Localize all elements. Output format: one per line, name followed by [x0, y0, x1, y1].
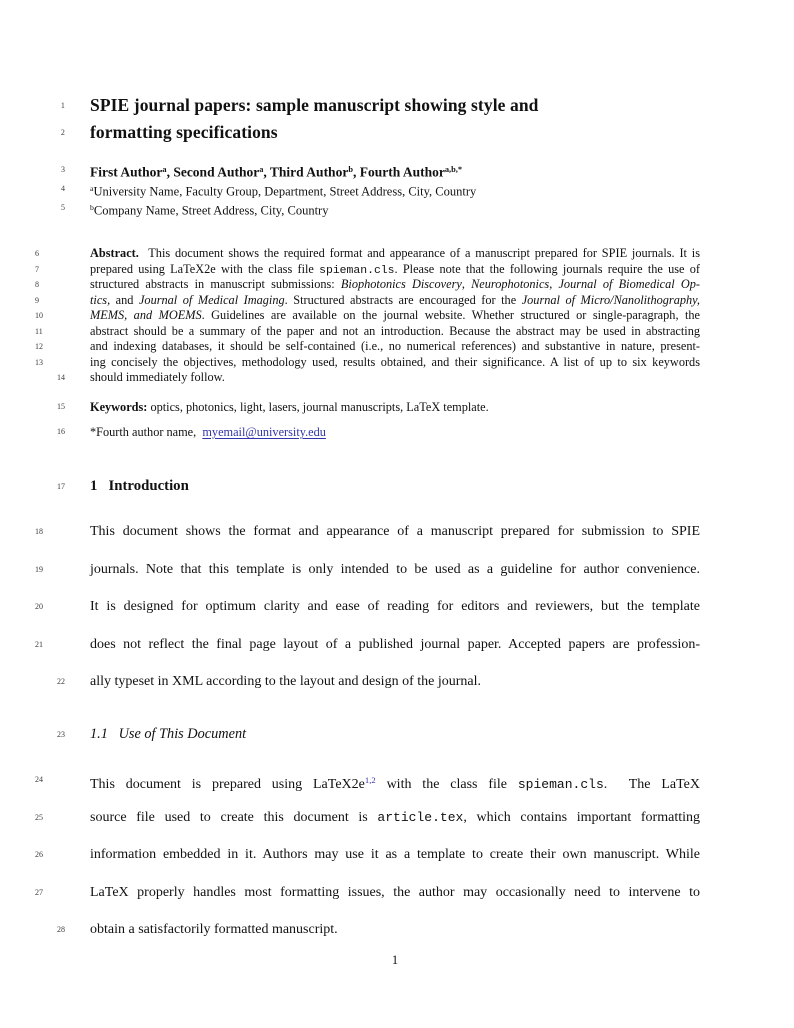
- text-segment: article.tex: [377, 809, 464, 825]
- text-segment: spieman.cls: [517, 776, 604, 792]
- text-segment: a: [162, 165, 167, 174]
- line-number: 2: [60, 128, 65, 137]
- manuscript-body: [35, 0, 701, 1028]
- text-segment: This document shows the format and appearance of a manuscript prepared for submission to SPIE: [90, 524, 700, 539]
- text-segment: . The LaTeX: [603, 776, 700, 792]
- text-segment: 1 Introduction: [90, 478, 189, 494]
- line-number: 20: [35, 602, 43, 611]
- body-line: [35, 808, 700, 828]
- line-number: 10: [35, 311, 43, 320]
- text-segment: Keywords:: [90, 400, 148, 414]
- line-number: 18: [35, 527, 43, 536]
- line-number: 7: [35, 264, 39, 274]
- text-segment: Biophotonics Discovery: [340, 277, 462, 291]
- keywords-line: [57, 399, 700, 415]
- affiliation-line: [61, 180, 700, 200]
- text-segment: . Structured abstracts are encouraged for the: [284, 292, 522, 307]
- affiliation-line: [61, 199, 700, 219]
- text-segment: First Author: [90, 164, 163, 180]
- text-segment: with the class file: [375, 776, 518, 792]
- body-line: [35, 845, 700, 865]
- line-number: 3: [61, 165, 65, 174]
- line-number: 8: [35, 280, 39, 289]
- text-segment: Abstract.: [90, 246, 139, 260]
- line-number: 28: [57, 925, 65, 934]
- correspondence-line: [57, 424, 700, 440]
- text-segment: source file used to create this document is: [90, 809, 378, 825]
- text-segment: , Second Author: [166, 164, 260, 180]
- line-number: 16: [57, 427, 65, 436]
- text-segment: This document is prepared using LaTeX2e: [90, 776, 365, 792]
- body-line: [57, 920, 700, 940]
- text-segment: optics, photonics, light, lasers, journal manuscripts, LaTeX template.: [147, 400, 489, 414]
- line-number: 11: [35, 326, 43, 336]
- text-segment: ing concisely the objectives, methodology used, results obtained, and their significance. A list of up to six keywords: [90, 354, 700, 369]
- line-number: 22: [57, 677, 65, 686]
- text-segment: and: [110, 292, 139, 307]
- text-segment: SPIE journal papers: sample manuscript showing style and: [90, 95, 539, 115]
- text-segment: Journal of Medical Imaging: [138, 292, 285, 307]
- body-line: [57, 672, 700, 692]
- text-segment: formatting specifications: [90, 122, 278, 142]
- text-segment: does not reflect the final page layout of a published journal paper. Accepted papers are profession-: [90, 636, 700, 652]
- abstract-line: [57, 370, 700, 386]
- line-number: 4: [61, 184, 65, 193]
- text-segment: . Guidelines are available on the journal website. Whether structured or single-paragraph, the: [201, 308, 701, 322]
- text-segment: prepared using LaTeX2e with the class file: [90, 261, 320, 276]
- body-line: [35, 522, 700, 542]
- text-segment: abstract should be a summary of the paper and not an introduction. Because the abstract may be used in abstracting: [90, 323, 700, 338]
- line-number: 15: [57, 402, 65, 411]
- abstract-line: [35, 277, 700, 293]
- citation-link[interactable]: 1,2: [364, 775, 376, 785]
- text-segment: tics,: [90, 292, 111, 307]
- text-segment: b: [90, 203, 94, 212]
- body-line: [35, 883, 700, 903]
- page-number: 1: [391, 953, 399, 967]
- text-segment: ,: [461, 277, 472, 291]
- title-line: [60, 92, 700, 119]
- text-segment: information embedded in it. Authors may use it as a template to create their own manuscript. While: [90, 847, 700, 862]
- text-segment: MEMS, and MOEMS: [90, 308, 202, 322]
- text-segment: structured abstracts in manuscript submissions:: [90, 277, 341, 291]
- text-segment: ally typeset in XML according to the layout and design of the journal.: [90, 674, 481, 689]
- text-segment: a: [259, 165, 264, 174]
- text-segment: It is designed for optimum clarity and ease of reading for editors and reviewers, but the template: [90, 599, 700, 614]
- abstract-line: [35, 292, 700, 309]
- text-segment: and indexing databases, it should be self-contained (i.e., no numerical references) and substantive in nature, present-: [90, 339, 700, 353]
- abstract-line: [35, 261, 700, 279]
- text-segment: 1.1 Use of This Document: [90, 726, 247, 742]
- section-heading: [57, 477, 700, 496]
- abstract-line: [35, 323, 700, 340]
- body-line: [35, 597, 700, 617]
- text-segment: Journal of Biomedical Op-: [558, 277, 700, 291]
- text-segment: ,: [549, 277, 559, 291]
- line-number: 12: [35, 342, 43, 351]
- body-line: [35, 770, 700, 795]
- abstract-line: [35, 308, 701, 324]
- line-number: 9: [35, 295, 39, 305]
- line-number: 25: [35, 812, 43, 822]
- text-segment: a: [90, 184, 94, 193]
- text-segment: . Please note that the following journals require the use of: [394, 261, 700, 276]
- text-segment: LaTeX properly handles most formatting issues, the author may occasionally need to intervene to: [90, 884, 700, 900]
- text-segment: a,b,*: [444, 165, 463, 174]
- text-segment: journals. Note that this template is only intended to be used as a guideline for author convenience.: [90, 561, 700, 577]
- text-segment: , Third Author: [263, 164, 349, 180]
- text-segment: b: [348, 165, 353, 174]
- text-segment: , Fourth Author: [352, 164, 445, 180]
- line-number: 26: [35, 850, 43, 859]
- text-segment: Journal of Micro/Nanolithography,: [521, 292, 700, 307]
- abstract-line: [35, 354, 700, 371]
- email-link[interactable]: myemail@university.edu: [202, 425, 326, 439]
- text-segment: spieman.cls: [319, 263, 395, 277]
- abstract-line: [35, 339, 700, 355]
- line-number: 17: [57, 482, 65, 491]
- line-number: 27: [35, 887, 43, 897]
- text-segment: University Name, Faculty Group, Department, Street Address, City, Country: [93, 184, 477, 199]
- line-number: 19: [35, 564, 43, 574]
- text-segment: Neurophotonics: [471, 277, 550, 291]
- line-number: 24: [35, 775, 43, 784]
- line-number: 6: [35, 249, 39, 258]
- line-number: 14: [57, 373, 65, 382]
- body-line: [35, 560, 700, 580]
- text-segment: This document shows the required format and appearance of a manuscript prepared for SPIE journals. It is: [138, 246, 700, 260]
- line-number: 13: [35, 357, 43, 367]
- text-segment: Company Name, Street Address, City, Country: [93, 203, 329, 218]
- line-number: 1: [60, 101, 65, 110]
- line-number: 23: [57, 730, 65, 739]
- title-line: [60, 119, 700, 146]
- text-segment: , which contains important formatting: [463, 809, 700, 825]
- line-number: 5: [61, 203, 65, 212]
- line-number: 21: [35, 639, 43, 649]
- authors-line: [61, 161, 700, 181]
- text-segment: obtain a satisfactorily formatted manuscript.: [90, 922, 338, 937]
- abstract-line: [35, 246, 700, 262]
- subsection-heading: [57, 725, 700, 744]
- text-segment: should immediately follow.: [90, 370, 225, 384]
- body-line: [35, 635, 700, 655]
- text-segment: *Fourth author name,: [90, 425, 203, 439]
